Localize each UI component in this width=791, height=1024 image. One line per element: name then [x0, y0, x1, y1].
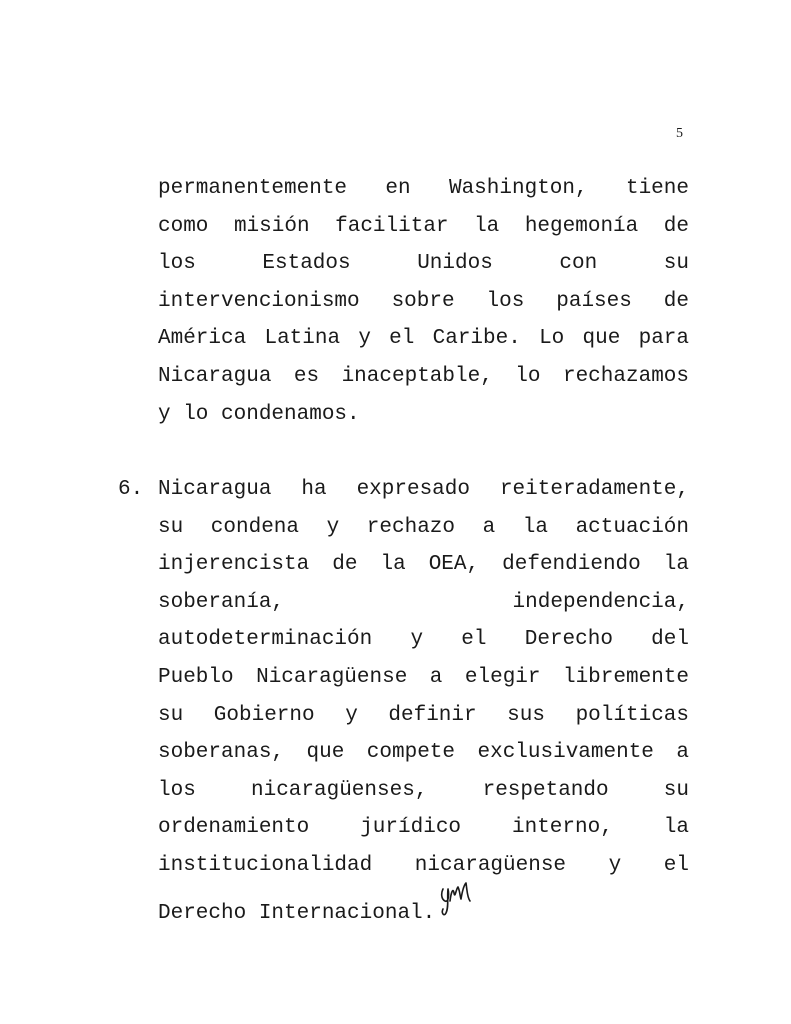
text-line: ordenamiento jurídico interno, la [158, 816, 689, 840]
text-line-content: Derecho Internacional. [158, 901, 436, 925]
item-number: 6. [118, 478, 144, 501]
text-line: su condena y rechazo a la actuación [158, 515, 689, 539]
text-line-last [158, 885, 689, 923]
text-line: permanentemente en Washington, tiene [158, 177, 689, 200]
paragraph-continuation [158, 170, 689, 433]
signature-initials-icon [437, 879, 473, 934]
text-line: Pueblo Nicaragüense a elegir libremente [158, 665, 689, 689]
text-line: autodeterminación y el Derecho del [158, 628, 689, 652]
text-line: injerencista de la OEA, defendiendo la [158, 553, 689, 577]
text-line: como misión facilitar la hegemonía de [158, 214, 689, 238]
text-line: los Estados Unidos con su [158, 252, 689, 276]
text-line: América Latina y el Caribe. Lo que para [158, 327, 689, 351]
text-line: Nicaragua ha expresado reiteradamente, [158, 478, 689, 501]
text-line: su Gobierno y definir sus políticas [158, 703, 689, 727]
text-line: y lo condenamos. [158, 402, 360, 426]
text-line: intervencionismo sobre los países de [158, 289, 689, 313]
text-line: institucionalidad nicaragüense y el [158, 853, 689, 877]
text-line: los nicaragüenses, respetando su [158, 778, 689, 802]
numbered-item-6 [118, 471, 689, 925]
text-line: soberanía, independencia, [158, 590, 689, 614]
text-line: soberanas, que compete exclusivamente a [158, 741, 689, 765]
text-line: Nicaragua es inaceptable, lo rechazamos [158, 364, 689, 388]
page-number: 5 [676, 126, 683, 141]
